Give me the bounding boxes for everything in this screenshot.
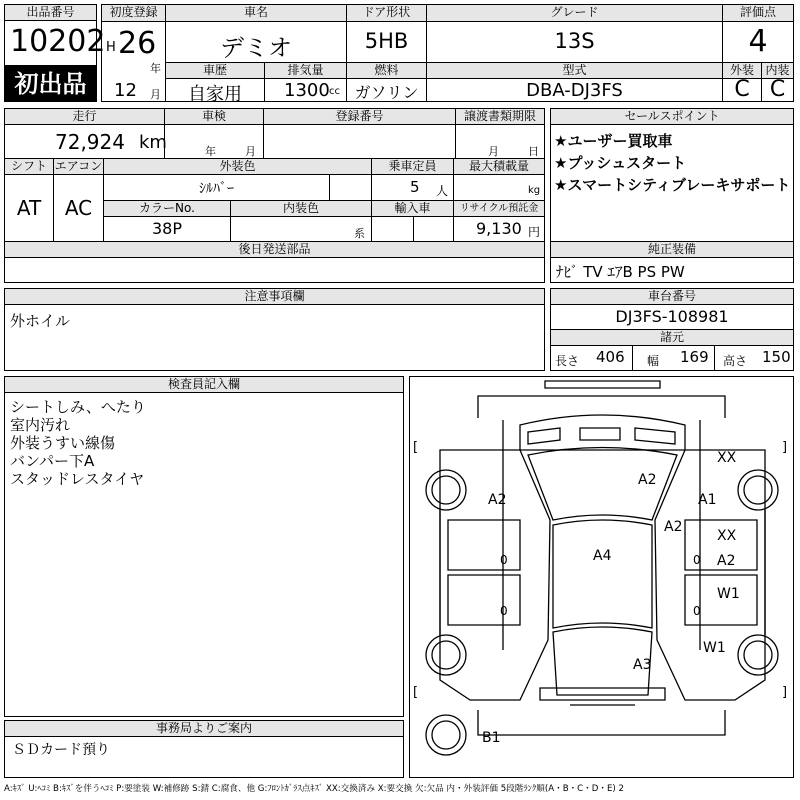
damage-mark: W1 bbox=[703, 640, 726, 656]
month-unit: 月 bbox=[150, 88, 161, 101]
transfer-month-unit: 月 bbox=[488, 145, 499, 158]
transfer-label: 譲渡書類期限 bbox=[456, 109, 544, 124]
damage-mark: A2 bbox=[664, 519, 683, 535]
damage-mark: A2 bbox=[638, 472, 657, 488]
int-score-label: 内装 bbox=[762, 63, 793, 78]
inspection-month-unit: 月 bbox=[245, 145, 256, 158]
inspector-line: シートしみ、へたり bbox=[10, 398, 146, 416]
shift: AT bbox=[16, 196, 42, 220]
inspector-line: 室内汚れ bbox=[10, 416, 71, 434]
damage-mark: A3 bbox=[633, 657, 652, 673]
height: 150 bbox=[762, 348, 791, 366]
inspector-line: バンパー下A bbox=[10, 452, 95, 470]
displacement-unit: cc bbox=[329, 86, 340, 97]
ext-score: C bbox=[734, 77, 750, 102]
sales-point: ★プッシュスタート bbox=[554, 154, 687, 172]
lot-number: 10202 bbox=[10, 24, 106, 59]
width: 169 bbox=[680, 348, 709, 366]
sales-point: ★ユーザー買取車 bbox=[554, 132, 673, 150]
load-unit: kg bbox=[528, 185, 541, 196]
shift-label: シフト bbox=[5, 159, 53, 174]
inspection-year-unit: 年 bbox=[205, 145, 216, 158]
legend-text: A:ｷｽﾞ U:ﾍｺﾐ B:ｷｽﾞを伴うﾍｺﾐ P:要塗装 W:補修跡 S:錆 C:腐食、他 G:ﾌﾛﾝﾄｶﾞﾗｽ点ｷｽﾞ XX:交換済み X:要交換 欠:欠品 内・外装評価 5段階ﾗﾝｸ順(A・B・C・D・E) 2 bbox=[4, 784, 624, 794]
damage-mark: W1 bbox=[717, 586, 740, 602]
history-label: 車歴 bbox=[166, 63, 264, 78]
inspector-line: スタッドレスタイヤ bbox=[10, 470, 145, 488]
import-label: 輸入車 bbox=[372, 201, 453, 216]
width-label: 幅 bbox=[647, 354, 660, 368]
damage-mark: 0 bbox=[693, 553, 701, 567]
displacement-label: 排気量 bbox=[265, 63, 346, 78]
later-parts-label: 後日発送部品 bbox=[5, 242, 544, 257]
damage-mark: 0 bbox=[500, 604, 508, 618]
damage-mark: A2 bbox=[488, 492, 507, 508]
length-label: 長さ bbox=[555, 354, 580, 368]
int-score: C bbox=[769, 77, 786, 102]
ext-score-label: 外装 bbox=[723, 63, 761, 78]
ac: AC bbox=[64, 196, 93, 220]
fuel: ガソリン bbox=[354, 83, 419, 102]
height-label: 高さ bbox=[723, 354, 748, 368]
int-color-label: 内装色 bbox=[231, 201, 371, 216]
bracket-left: [ bbox=[413, 685, 419, 700]
car-name: デミオ bbox=[220, 34, 292, 62]
damage-mark: A2 bbox=[717, 553, 736, 569]
model: DBA-DJ3FS bbox=[526, 80, 623, 101]
year-unit: 年 bbox=[150, 62, 161, 75]
score-label: 評価点 bbox=[723, 5, 793, 21]
int-color-unit: 系 bbox=[354, 227, 365, 240]
grade: 13S bbox=[554, 29, 595, 53]
lot-label: 出品番号 bbox=[5, 5, 96, 21]
ac-label: エアコン bbox=[54, 159, 103, 173]
car-name-label: 車名 bbox=[166, 5, 346, 21]
damage-mark: B1 bbox=[482, 730, 501, 746]
inspector-label: 検査員記入欄 bbox=[5, 377, 403, 392]
damage-mark: XX bbox=[717, 450, 737, 466]
dimensions-label: 諸元 bbox=[551, 330, 793, 345]
inspection-label: 車検 bbox=[165, 109, 263, 124]
reg-month: 12 bbox=[114, 80, 137, 101]
regno-label: 登録番号 bbox=[264, 109, 455, 124]
recycle-fee: 9,130 bbox=[476, 219, 522, 238]
equipment-label: 純正装備 bbox=[551, 242, 793, 257]
chassis-number: DJ3FS-108981 bbox=[615, 307, 729, 326]
recycle-label: リサイクル預託金 bbox=[454, 201, 544, 216]
grade-label: グレード bbox=[427, 5, 722, 21]
history: 自家用 bbox=[188, 84, 242, 105]
damage-mark: A1 bbox=[698, 492, 717, 508]
color-number: 38P bbox=[151, 219, 182, 238]
inspector-line: 外装うすい線傷 bbox=[10, 434, 116, 452]
notes-text: 外ホイル bbox=[10, 312, 71, 330]
sales-points-label: セールスポイント bbox=[551, 109, 793, 124]
mileage: 72,924 bbox=[55, 130, 125, 154]
exterior-color: ｼﾙﾊﾞｰ bbox=[199, 181, 234, 197]
era: H bbox=[106, 40, 116, 55]
model-label: 型式 bbox=[427, 63, 722, 78]
door-label: ドア形状 bbox=[347, 5, 426, 21]
bracket-right: ] bbox=[782, 440, 788, 455]
first-listing-badge: 初出品 bbox=[4, 66, 97, 102]
reg-year: 26 bbox=[118, 26, 157, 61]
load-label: 最大積載量 bbox=[454, 159, 544, 174]
damage-mark: 0 bbox=[500, 553, 508, 567]
mileage-label: 走行 bbox=[5, 109, 164, 124]
length: 406 bbox=[596, 348, 625, 366]
capacity: 5 bbox=[410, 178, 420, 196]
office-label: 事務局よりご案内 bbox=[5, 721, 403, 736]
chassis-label: 車台番号 bbox=[551, 289, 793, 304]
capacity-label: 乗車定員 bbox=[372, 159, 453, 174]
damage-mark: XX bbox=[717, 528, 737, 544]
bracket-left: [ bbox=[413, 440, 419, 455]
damage-mark: A4 bbox=[593, 548, 612, 564]
first-reg-label: 初度登録 bbox=[102, 5, 165, 21]
capacity-unit: 人 bbox=[436, 184, 449, 198]
bracket-right: ] bbox=[782, 685, 788, 700]
score: 4 bbox=[748, 24, 768, 59]
notes-label: 注意事項欄 bbox=[5, 289, 544, 304]
damage-mark: 0 bbox=[693, 604, 701, 618]
office-text: ＳＤカード預り bbox=[12, 742, 110, 758]
displacement: 1300 bbox=[284, 80, 330, 101]
door-type: 5HB bbox=[364, 29, 409, 53]
mileage-unit: km bbox=[139, 132, 167, 153]
transfer-day-unit: 日 bbox=[528, 145, 539, 158]
color-label: 外装色 bbox=[104, 159, 371, 174]
sales-point: ★スマートシティブレーキサポート bbox=[554, 176, 791, 194]
recycle-unit: 円 bbox=[528, 225, 541, 239]
colorno-label: カラーNo. bbox=[104, 201, 230, 216]
fuel-label: 燃料 bbox=[347, 63, 426, 78]
equipment: ﾅﾋﾞ TV ｴｱB PS PW bbox=[556, 263, 685, 281]
